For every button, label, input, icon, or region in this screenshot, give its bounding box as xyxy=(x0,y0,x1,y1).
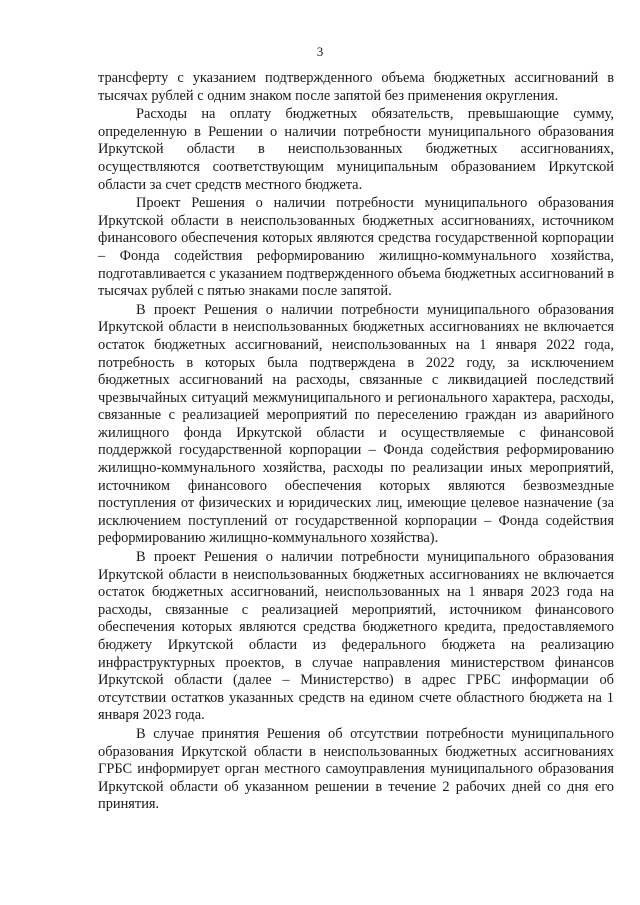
paragraph-expenses-from-local-budget: Расходы на оплату бюджетных обязательств, превышающие сумму, определенную в Решении о наличии потребности муниципального образования Иркутской области в неиспользованных бюджетных ассигнованиях, осуществляются соответствующим муниципальным образованием Иркутской области за счет средств местного бюджета. xyxy=(98,106,614,193)
paragraph-continuation: трансферту с указанием подтвержденного объема бюджетных ассигнований в тысячах рублей с одним знаком после запятой без применения округления. xyxy=(98,70,614,104)
paragraph-exclusions-2022: В проект Решения о наличии потребности муниципального образования Иркутской области в неиспользованных бюджетных ассигнованиях не включается остаток бюджетных ассигнований, неиспользованных на 1 января 2022 года, потребность в которых была подтверждена в 2022 году, за исключением бюджетных ассигнований на расходы, связанные с ликвидацией последствий чрезвычайных ситуаций межмуниципального и регионального характера, расходы, связанные с реализацией мероприятий по переселению граждан из аварийного жилищного фонда Иркутской области и осуществляемые с финансовой поддержкой государственной корпорации – Фонда содействия реформированию жилищно-коммунального хозяйства, расходы по реализации иных мероприятий, источником финансового обеспечения которых являются безвозмездные поступления от физических и юридических лиц, имеющие целевое назначение (за исключением поступлений от государственной корпорации – Фонда содействия реформированию жилищно-коммунального хозяйства). xyxy=(98,301,614,547)
page-number: 3 xyxy=(316,44,324,59)
paragraph-fund-assistance-draft: Проект Решения о наличии потребности муниципального образования Иркутской области в неиспользованных бюджетных ассигнованиях, источником финансового обеспечения которых являются средства государственной корпорации – Фонда содействия реформированию жилищно-коммунального хозяйства, подготавливается с указанием подтвержденного объема бюджетных ассигнований в тысячах рублей с пятью знаками после запятой. xyxy=(98,195,614,300)
body-text xyxy=(98,70,614,814)
paragraph-no-need-decision: В случае принятия Решения об отсутствии потребности муниципального образования Иркутской области в неиспользованных бюджетных ассигнованиях ГРБС информирует орган местного самоуправления муниципального образования Иркутской области об указанном решении в течение 2 рабочих дней со дня его принятия. xyxy=(98,725,614,813)
paragraph-exclusions-2023: В проект Решения о наличии потребности муниципального образования Иркутской области в неиспользованных бюджетных ассигнованиях не включается остаток бюджетных ассигнований, неиспользованных на 1 января 2023 года на расходы, связанные с реализацией мероприятий, источником финансового обеспечения которых являются средства бюджетного кредита, предоставляемого бюджету Иркутской области из федерального бюджета на реализацию инфраструктурных проектов, в случае направления министерством финансов Иркутской области (далее – Министерство) в адрес ГРБС информации об отсутствии остатков указанных средств на едином счете областного бюджета на 1 января 2023 года. xyxy=(98,549,614,724)
